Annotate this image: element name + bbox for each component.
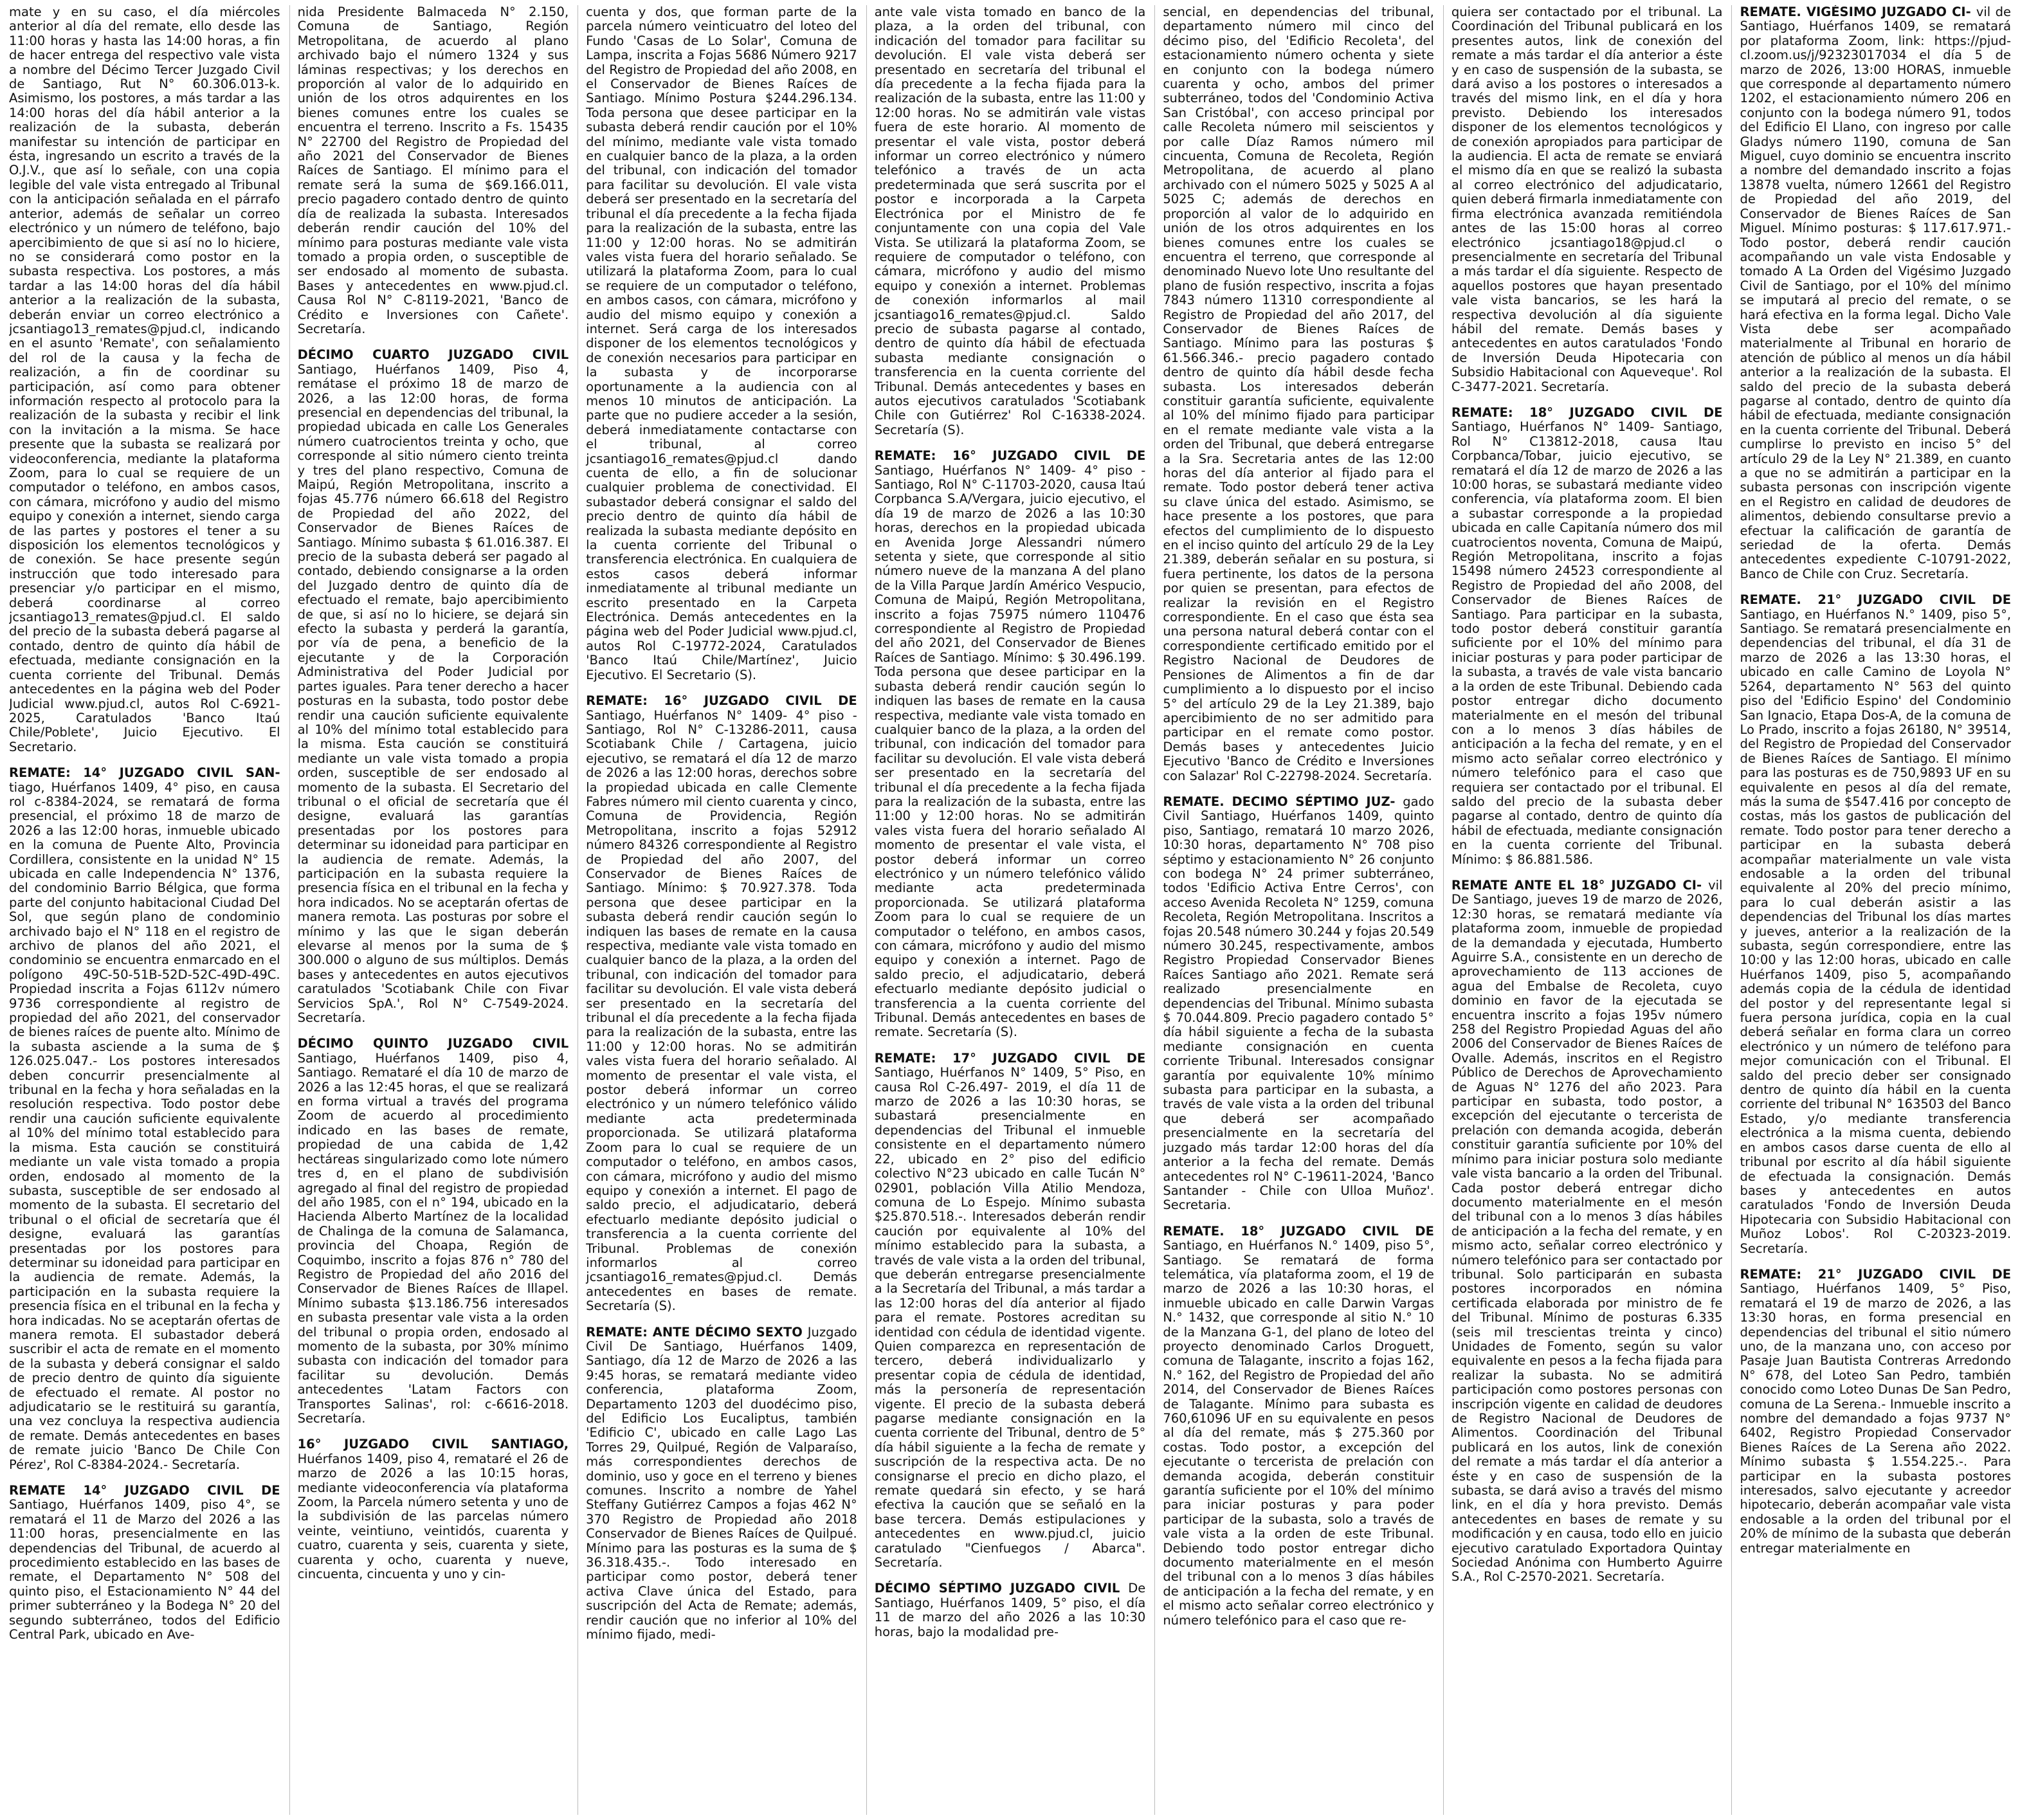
notice-body: Santiago, Huérfanos N° 1409, 5° Piso, en causa Rol C-26.497- 2019, el día 11 de marzo de 2026 a las 10:30 horas, se subastará presencialmente en dependencias del Tribunal el inmueble consistente en el departamento número 22, ubicado en 2° piso del edificio colectivo N°23 ubicado en calle Tucán N° 02901, población Villa Atilio Mendoza, comuna de Lo Espejo. Mínimo subasta $25.870.518.-. Interesados deberán rendir caución por equivalente al 10% del mínimo establecido para la subasta, a través de vale vista a la orden del tribunal, que deberán entregarse presencialmente a la Secretaría del Tribunal, a más tardar a las 12:00 horas del día anterior al fijado para el remate. Postores acreditan su identidad con cédula de identidad vigente. Quien comparezca en representación de tercero, deberá individualizarlo y presentar copia de cédula de identidad, más la personería de representación vigente. El precio de la subasta deberá pagarse mediante consignación en la cuenta corriente del Tribunal, dentro de 5° día hábil siguiente a la fecha de remate y suscripción de la respectiva acta. De no consignarse el precio en dicho plazo, el remate quedará sin efecto, y se hará efectiva la caución que se señaló en la base tercera. Demás estipulaciones y antecedentes en www.pjud.cl, juicio caratulado "Cienfuegos / Abarca". Secretaría.	[874, 1065, 1146, 1570]
notice-heading: REMATE: 16° JUZGADO CIVIL DE	[874, 448, 1146, 464]
notice-heading: REMATE: ANTE DÉCIMO SEXTO	[586, 1324, 808, 1340]
legal-notice	[298, 1437, 569, 1581]
notice-body: mate y en su caso, el día miércoles anterior al día del remate, ello desde las 11:00 horas y hasta las 14:00 horas, a fin de hacer entrega del respectivo vale vista a nombre del Décimo Tercer Juzgado Civil de Santiago, Rut N° 60.306.013-k. Asimismo, los postores, a más tardar a las 14:00 horas del día hábil anterior a la realización de la subasta, deberán manifestar su intención de participar en ésta, ingresando un escrito a través de la O.J.V., que así lo señale, con una copia legible del vale vista entregado al Tribunal con la anticipación señalada en el párrafo anterior, además de señalar un correo electrónico y un número de teléfono, bajo apercibimiento de que si así no lo hiciere, no se considerará como postor en la subasta respectiva. Los postores, a más tardar a las 14:00 horas del día hábil anterior a la realización de la subasta, deberán enviar un correo electrónico a jcsantiago13_remates@pjud.cl, indicando en el asunto 'Remate', con señalamiento del rol de la causa y la fecha de realización, a fin de coordinar su participación, así como para obtener información respecto al protocolo para la realización de la subasta y recibir el link con la invitación a la misma. Se hace presente que la subasta se realizará por videoconferencia, mediante la plataforma Zoom, para lo cual se requiere de un computador o teléfono, en ambos casos, con cámara, micrófono y audio del mismo equipo y conexión a internet, siendo carga de las partes y postores el tener a su disposición los elementos tecnológicos y de conexión. Se hace presente según instrucción que todo interesado para presenciar y/o participar en el mismo, deberá coordinarse al correo jcsantiago13_remates@pjud.cl. El saldo del precio de la subasta deberá pagarse al contado, dentro de quinto día hábil de efectuada, mediante consignación en la cuenta corriente del Tribunal. Demás antecedentes en la página web del Poder Judicial www.pjud.cl, autos Rol C-6921-2025, Caratulados 'Banco Itaú Chile/Poblete', Juicio Ejecutivo. El Secretario.	[9, 5, 280, 754]
legal-notice	[875, 1581, 1146, 1639]
notice-body: Santiago, Huérfanos N° 1409- Santiago, Rol N° C13812-2018, causa Itau Corpbanca/Tobar, juicio ejecutivo, se rematará el día 12 de marzo de 2026 a las 10:00 horas, se subastará mediante video conferencia, vía plataforma zoom. El bien a subastar corresponde a la propiedad ubicada en calle Capitanía número dos mil cuatrocientos noventa, Comuna de Maipú, Región Metropolitana, inscrito a fojas 15498 número 24523 correspondiente al Registro de Propiedad del año 2008, del Conservador de Bienes Raíces de Santiago. Para participar en la subasta, todo postor deberá constituir garantía suficiente por el 10% del mínimo para iniciar posturas y para poder participar de la subasta, a través de vale vista bancario a la orden de este Tribunal. Debiendo cada postor entregar dicho documento materialmente en el mesón del tribunal con a lo menos 3 días hábiles de anticipación a la fecha del remate, y en el mismo acto señalar correo electrónico y número telefónico para el caso que requiera ser contactado por el tribunal. El saldo del precio de la subasta deber pagarse al contado, dentro de quinto día hábil de efectuada, mediante consignación en la cuenta corriente del Tribunal. Mínimo: $ 86.881.586.	[1451, 419, 1723, 867]
legal-notice	[1163, 5, 1434, 783]
legal-notice	[1451, 406, 1723, 867]
notice-body: Santiago, Huérfanos 1409, piso 4°, se rematará el 11 de Marzo del 2026 a las 11:00 horas, presencialmente en las dependencias del Tribunal, de acuerdo al procedimiento establecido en las bases de remate, el Departamento N° 508 del quinto piso, el Estacionamiento N° 44 del primer subterráneo y la Bodega N° 20 del segundo subterráneo, todos del Edificio Central Park, ubicado en Ave-	[9, 1497, 280, 1643]
notice-body: Santiago, Huérfanos 1409, 5° Piso, rematará el 19 de marzo de 2026, a las 13:30 horas, en forma presencial en dependencias del tribunal el sitio número uno, de la manzana uno, con acceso por Pasaje Juan Bautista Contreras Arredondo N° 678, del Loteo San Pedro, también conocido como Loteo Dunas De San Pedro, comuna de La Serena.- Inmueble inscrito a nombre del demandado a fojas 9737 N° 6402, Registro Propiedad Conservador Bienes Raíces de La Serena año 2022. Mínimo subasta $ 1.554.225.-. Para participar en la subasta postores interesados, salvo ejecutante y acreedor hipotecario, deberán acompañar vale vista endosable a la orden del tribunal por el 20% de mínimo de la subasta que deberán entregar materialmente en	[1740, 1281, 2012, 1556]
legal-notice	[1740, 5, 2011, 581]
legal-notice	[1163, 1224, 1434, 1628]
notice-heading: REMATE: 18° JUZGADO CIVIL DE	[1451, 405, 1723, 420]
notice-body: tiago, Huérfanos 1409, 4° piso, en causa rol c-8384-2024, se rematará de forma presencial, el próximo 18 de marzo de 2026 a las 12:00 horas, inmueble ubicado en la comuna de Puente Alto, Provincia Cordillera, consistente en la unidad N° 15 ubicada en calle Independencia N° 1376, del condominio Barrio Bélgica, que forma parte del conjunto habitacional Ciudad Del Sol, que según plano de condominio archivado bajo el N° 118 en el registro de archivo de planos del año 2021, el condominio se encuentra enmarcado en el polígono 49C-50-51B-52D-52C-49D-49C. Propiedad inscrita a Fojas 6112v número 9736 correspondiente al registro de propiedad del año 2021, del conservador de bienes raíces de puente alto. Mínimo de la subasta asciende a la suma de $ 126.025.047.- Los postores interesados deben concurrir presencialmente al tribunal en la fecha y hora señaladas en la resolución respectiva. Todo postor debe rendir una caución suficiente equivalente al 10% del mínimo total establecido para la misma. Esta caución se constituirá mediante un vale vista tomado a propia orden, endosado al momento de la subasta, susceptible de ser endosado al momento de la subasta. El secretario del tribunal o el oficial de secretaría que él designe, evaluará las garantías presentadas por los postores para determinar su idoneidad para participar en la audiencia de remate. Además, la participación en la subasta requiere la presencia física en el tribunal en la fecha y hora indicadas. No se aceptarán ofertas de manera remota. El subastador deberá suscribir el acta de remate en el momento de la subasta y deberá consignar el saldo de precio dentro de quinto día siguiente de efectuado el remate. Al postor no adjudicatario se le restituirá su garantía, una vez concluya la respectiva audiencia de remate. Demás antecedentes en bases de remate juicio 'Banco De Chile Con Pérez', Rol C-8384-2024.- Secretaría.	[9, 779, 280, 1472]
notice-body: Santiago, Huérfanos N° 1409- 4° piso - Santiago, Rol N° C-11703-2020, causa Itaú Corpbanca S.A/Vergara, juicio ejecutivo, el día 19 de marzo de 2026 a las 10:30 horas, derechos en la propiedad ubicada en Avenida Jorge Alessandri número setenta y siete, que corresponde al sitio número nueve de la manzana A del plano de la Villa Parque Jardín Américo Vespucio, Comuna de Maipú, Región Metropolitana, inscrito a fojas 75975 número 110476 correspondiente al Registro de Propiedad del año 2021, del Conservador de Bienes Raíces de Santiago. Mínimo: $ 30.496.199. Toda persona que desee participar en la subasta deberá rendir caución según lo indiquen las bases de remate en la causa respectiva, mediante vale vista tomado en cualquier banco de la plaza, a la orden del tribunal, con indicación del tomador para facilitar su devolución. El vale vista deberá ser presentado en la secretaría del tribunal el día precedente a la fecha fijada para la realización de la subasta, entre las 11:00 y 12:00 horas. No se admitirán vales vista fuera del horario señalado Al momento de presentar el vale vista, el postor deberá informar un correo electrónico y un número telefónico válido mediante acta predeterminada proporcionada. Se utilizará plataforma Zoom para lo cual se requiere de un computador o teléfono, en ambos casos, con cámara, micrófono y audio del mismo equipo y conexión a internet. Pago de saldo precio, el adjudicatario, deberá efectuarlo mediante depósito judicial o transferencia a la cuenta corriente del Tribunal. Demás antecedentes en bases de remate. Secretaría (S).	[874, 462, 1146, 1040]
legal-notice	[1740, 1268, 2011, 1556]
column-4	[866, 5, 1146, 1815]
legal-notice	[875, 449, 1146, 1040]
legal-notice	[586, 5, 857, 682]
notice-heading: DÉCIMO QUINTO JUZGADO CIVIL	[297, 1036, 569, 1051]
legal-notice	[298, 1037, 569, 1426]
column-1	[9, 5, 280, 1815]
notice-body: Santiago, Huérfanos N° 1409- 4° piso - Santiago, Rol N° C-13286-2011, causa Scotiabank Chile / Cartagena, juicio ejecutivo, se rematará el día 12 de marzo de 2026 a las 12:00 horas, derechos sobre la propiedad ubicada en calle Clemente Fabres número mil ciento cuarenta y cinco, Comuna de Providencia, Región Metropolitana, inscrito a fojas 52912 número 84326 correspondiente al Registro de Propiedad del año 2007, del Conservador de Bienes Raíces de Santiago. Mínimo: $ 70.927.378. Toda persona que desee participar en la subasta deberá rendir caución según lo indiquen las bases de remate en la causa respectiva, mediante vale vista tomado en cualquier banco de la plaza, a la orden del tribunal, con indicación del tomador para facilitar su devolución. El vale vista deberá ser presentado en la secretaría del tribunal el día precedente a la fecha fijada para la realización de la subasta, entre las 11:00 y 12:00 horas. No se admitirán vales vista fuera del horario señalado. Al momento de presentar el vale vista, el postor deberá informar un correo electrónico y un número telefónico válido mediante acta predeterminada proporcionada. Se utilizará plataforma Zoom para lo cual se requiere de un computador o teléfono, en ambos casos, con cámara, micrófono y audio del mismo equipo y conexión a internet. El pago de saldo precio, el adjudicatario, deberá efectuarlo mediante depósito judicial o transferencia a la cuenta corriente del Tribunal. Problemas de conexión informarlos al correo jcsantiago16_remates@pjud.cl. Demás antecedentes en bases de remate. Secretaría (S).	[586, 707, 857, 1314]
legal-notice	[586, 1325, 857, 1643]
notice-body: Juzgado Civil De Santiago, Huérfanos 1409, Santiago, día 12 de Marzo de 2026 a las 9:45 horas, se rematará mediante video conferencia, plataforma Zoom, Departamento 1203 del duodécimo piso, del Edificio Los Eucaliptus, también 'Edificio C', ubicado en calle Lago Las Torres 29, Quilpué, Región de Valparaíso, más correspondientes derechos de dominio, uso y goce en el terreno y bienes comunes. Inscrito a nombre de Yahel Steffany Gutiérrez Campos a fojas 462 N° 370 Registro de Propiedad año 2018 Conservador de Bienes Raíces de Quilpué. Mínimo para las posturas es la suma de $ 36.318.435.-. Todo interesado en participar como postor, deberá tener activa Clave única del Estado, para suscripción del Acta de Remate; además, rendir caución que no inferior al 10% del mínimo fijado, medi-	[586, 1324, 857, 1643]
notice-body: Huérfanos 1409, piso 4, remataré el 26 de marzo de 2026 a las 10:15 horas, mediante videoconferencia vía plataforma Zoom, la Parcela número setenta y uno de la subdivisión de las parcelas número veinte, veintiuno, veintidós, cuarenta y cuatro, cuarenta y seis, cuarenta y siete, cuarenta y ocho, cuarenta y nueve, cincuenta, cincuenta y uno y cin-	[297, 1451, 569, 1582]
column-6	[1443, 5, 1723, 1815]
notice-body: nida Presidente Balmaceda N° 2.150, Comuna de Santiago, Región Metropolitana, de acuerdo al plano archivado bajo el número 1324 y sus láminas respectivas; y los derechos en proporción al valor de lo adquirido en unión de los otros adquirentes en los bienes comunes entre los cuales se encuentra el terreno. Inscrito a Fs. 15435 N° 22700 del Registro de Propiedad del año 2021 del Conservador de Bienes Raíces de Santiago. El mínimo para el remate será la suma de $69.166.011, precio pagadero contado dentro de quinto día de realizada la subasta. Interesados deberán rendir caución del 10% del mínimo para posturas mediante vale vista tomado a propia orden, o susceptible de ser endosado al momento de subasta. Bases y antecedentes en www.pjud.cl. Causa Rol N° C-8119-2021, 'Banco de Crédito e Inversiones con Cañete'. Secretaría.	[297, 5, 569, 336]
notice-heading: REMATE ANTE EL 18° JUZGADO CI-	[1451, 877, 1709, 893]
legal-notice	[1740, 593, 2011, 1256]
notice-heading: REMATE. 18° JUZGADO CIVIL DE	[1163, 1223, 1434, 1239]
notice-body: Santiago, en Huérfanos N.° 1409, piso 5°, Santiago. Se rematará de forma telemática, vía plataforma zoom, el 19 de marzo de 2026 a las 10:30 horas, el inmueble ubicado en calle Darwin Vargas N.° 1432, que corresponde al sitio N.° 10 de la Manzana G-1, del plano de loteo del proyecto denominado Carlos Droguett, comuna de Talagante, inscrito a fojas 162, N.° 162, del Registro de Propiedad del año 2014, del Conservador de Bienes Raíces de Talagante. Mínimo para subasta es 760,61096 UF en su equivalente en pesos al día del remate, más $ 275.360 por costas. Todo postor, a excepción del ejecutante o tercerista de prelación con demanda acogida, deberán constituir garantía suficiente por el 10% del mínimo para iniciar posturas y para poder participar de la subasta, solo a través de vale vista a la orden de este Tribunal. Debiendo todo postor entregar dicho documento materialmente en el mesón del tribunal con a lo menos 3 días hábiles de anticipación a la fecha del remate, y en el mismo acto señalar correo electrónico y número telefónico para el caso que re-	[1163, 1238, 1434, 1628]
notice-body: De Santiago, Huérfanos 1409, 5° piso, el día 11 de marzo del año 2026 a las 10:30 horas, bajo la modalidad pre-	[874, 1581, 1146, 1639]
column-5	[1154, 5, 1434, 1815]
notice-heading: REMATE: 21° JUZGADO CIVIL DE	[1740, 1266, 2012, 1282]
legal-notice	[9, 766, 280, 1472]
notice-heading: REMATE. 21° JUZGADO CIVIL DE	[1740, 592, 2012, 608]
notice-body: Santiago, en Huérfanos N.° 1409, piso 5°, Santiago. Se rematará presencialmente en dependencias del tribunal, el día 31 de marzo de 2026 a las 13:30 horas, el ubicado en calle Camino de Loyola N° 5264, departamento N° 563 del quinto piso del 'Edificio Espino' del Condominio San Ignacio, Etapa Dos-A, de la comuna de Lo Prado, inscrito a fojas 26180, N° 39514, del Registro de Propiedad del Conservador de Bienes Raíces de Santiago. El mínimo para las posturas es de 750,9893 UF en su equivalente en pesos al día del remate, más la suma de $547.416 por concepto de costas, más los gastos de publicación del remate. Todo postor para tener derecho a participar en la subasta deberá acompañar materialmente un vale vista endosable a la orden del tribunal equivalente al 20% del precio mínimo, para lo cual deberán asistir a las dependencias del Tribunal los días martes y jueves, anterior a la realización de la subasta, según correspondiere, entre las 10:00 y las 12:00 horas, ubicado en calle Huérfanos 1409, piso 5, acompañando además copia de la cédula de identidad del postor y del representante legal si fuera persona jurídica, copia en la cual deberá señalar en forma clara un correo electrónico y un número de teléfono para mejor comunicación con el Tribunal. El saldo del precio deber ser consignado dentro de quinto día hábil en la cuenta corriente del tribunal N° 163503 del Banco Estado, y/o mediante transferencia electrónica a la misma cuenta, debiendo en ambos casos darse cuenta de ello al tribunal por escrito al día hábil siguiente de efectuada la consignación. Demás bases y antecedentes en autos caratulados 'Fondo de Inversión Deuda Hipotecaria con Subsidio Habitacional con Muñoz Lobos'. Rol C-20323-2019. Secretaría.	[1740, 606, 2012, 1256]
notice-heading: REMATE: 14° JUZGADO CIVIL SAN-	[9, 765, 280, 781]
legal-notice	[9, 1484, 280, 1642]
notice-body: quiera ser contactado por el tribunal. La Coordinación del Tribunal publicará en los presentes autos, link de conexión del remate a más tardar el día anterior a éste y en caso de suspensión de la subasta, se dará aviso a los postores o interesados a través del mismo link, en el día y hora previsto. Debiendo los interesados disponer de los elementos tecnológicos y de conexión apropiados para participar de la audiencia. El acta de remate se enviará el mismo día en que se realizó la subasta al correo electrónico del adjudicatario, quien deberá firmarla inmediatamente con firma electrónica avanzada remitiéndola antes de las 15:00 horas al correo electrónico jcsantiago18@pjud.cl o presencialmente en secretaría del Tribunal a más tardar el día siguiente. Respecto de aquellos postores que hayan presentado vale vista bancarios, se les hará la respectiva devolución al día siguiente hábil del remate. Demás bases y antecedentes en autos caratulados 'Fondo de Inversión Deuda Hipotecaria con Subsidio Habitacional con Aqueveque'. Rol C-3477-2021. Secretaría.	[1451, 5, 1723, 394]
column-3	[578, 5, 857, 1815]
legal-notice	[1451, 878, 1723, 1585]
notice-body: Santiago, Huérfanos 1409, Piso 4, remátase el próximo 18 de marzo de 2026, a las 12:00 horas, de forma presencial en dependencias del tribunal, la propiedad ubicada en calle Los Generales número cuatrocientos treinta y ocho, que corresponde al sitio número ciento treinta y tres del plano respectivo, Comuna de Maipú, Región Metropolitana, inscrito a fojas 45.776 número 66.618 del Registro de Propiedad del año 2022, del Conservador de Bienes Raíces de Santiago. Mínimo subasta $ 61.016.387. El precio de la subasta deberá ser pagado al contado, debiendo consignarse a la orden del Juzgado dentro de quinto día de efectuado el remate, bajo apercibimiento de que, si así no lo hiciere, se dejará sin efecto la subasta y perderá la garantía, por vía de pena, a beneficio de la ejecutante y de la Corporación Administrativa del Poder Judicial por partes iguales. Para tener derecho a hacer posturas en la subasta, todo postor debe rendir una caución suficiente equivalente al 10% del mínimo total establecido para la misma. Esta caución se constituirá mediante un vale vista tomado a propia orden, susceptible de ser endosado al momento de la subasta. El Secretario del tribunal o el oficial de secretaría que él designe, evaluará las garantías presentadas por los postores para determinar su idoneidad para participar en la audiencia de remate. Además, la participación en la subasta requiere la presencia física en el tribunal en la fecha y hora indicados. No se aceptarán ofertas de manera remota. Las posturas por sobre el mínimo y las que le sigan deberán elevarse al menos por la suma de $ 300.000 o alguno de sus múltiplos. Demás bases y antecedentes en autos ejecutivos caratulados 'Scotiabank Chile con Fivar Servicios SpA.', Rol N° C-7549-2024. Secretaría.	[297, 361, 569, 1026]
notice-body: vil de Santiago, Huérfanos 1409, se rematará por plataforma Zoom, link: https://pjud-cl.zoom.us/j/92323017034 el día 5 de marzo de 2026, 13:00 HORAS, inmueble que corresponde al departamento número 1202, el estacionamiento número 206 en conjunto con la bodega número 91, todos del Edificio El Llano, con ingreso por calle Gladys número 1190, comuna de San Miguel, cuyo dominio se encuentra inscrito a nombre del demandado inscrito a fojas 13878 vuelta, número 12661 del Registro de Propiedad del año 2019, del Conservador de Bienes Raíces de San Miguel. Mínimo posturas: $ 117.617.971.- Todo postor, deberá rendir caución acompañando un vale vista Endosable y tomado A La Orden del Vigésimo Juzgado Civil de Santiago, por el 10% del mínimo se imputará al precio del remate, o se hará efectiva en la forma legal. Dicho Vale Vista debe ser acompañado materialmente al Tribunal en horario de atención de público al menos un día hábil anterior a la realización de la subasta. El saldo del precio de la subasta deberá pagarse al contado, dentro de quinto día hábil de efectuada, mediante consignación en la cuenta corriente del Tribunal. Deberá cumplirse lo previsto en inciso 5° del artículo 29 de la Ley N° 21.389, en cuanto a que no se admitirán a participar en la subasta personas con inscripción vigente en el Registro en calidad de deudores de alimentos, debiendo consultarse previo a efectuar la calificación de garantía de seriedad de la oferta. Demás antecedentes expediente C-10791-2022, Banco de Chile con Cruz. Secretaría.	[1740, 5, 2012, 581]
notice-body: gado Civil Santiago, Huérfanos 1409, quinto piso, Santiago, rematará 10 marzo 2026, 10:30 horas, departamento N° 708 piso séptimo y estacionamiento N° 26 conjunto con bodega N° 24 primer subterráneo, todos 'Edificio Activa Entre Cerros', con acceso Avenida Recoleta N° 1259, comuna Recoleta, Región Metropolitana. Inscritos a fojas 20.548 número 30.244 y fojas 20.549 número 30.245, respectivamente, ambos Registro Propiedad Conservador Bienes Raíces Santiago año 2021. Remate será realizado presencialmente en dependencias del Tribunal. Mínimo subasta $ 70.044.809. Precio pagadero contado 5° día hábil siguiente a fecha de la subasta mediante consignación en cuenta corriente Tribunal. Interesados consignar garantía por equivalente 10% mínimo subasta para participar en la subasta, a través de vale vista a la orden del tribunal que deberá ser acompañado presencialmente en la secretaría del juzgado más tardar 12:00 horas del día anterior a la fecha del remate. Demás antecedentes rol N° C-19611-2024, 'Banco Santander - Chile con Ulloa Muñoz'. Secretaria.	[1163, 794, 1434, 1213]
notice-body: sencial, en dependencias del tribunal, departamento número mil cinco del décimo piso, del 'Edificio Recoleta', del estacionamiento número ochenta y siete en conjunto con la bodega número cuarenta y ocho, ambos del primer subterráneo, todos del 'Condominio Activa San Cristóbal', con acceso principal por calle Recoleta número mil seiscientos y por calle Díaz Ramos número mil cincuenta, Comuna de Recoleta, Región Metropolitana, de acuerdo al plano archivado con el número 5025 y 5025 A al 5025 C; además de derechos en proporción al valor de lo adquirido en unión de los otros adquirentes en los bienes comunes entre los cuales se encuentra el terreno, que corresponde al denominado Nuevo lote Uno resultante del plano de fusión respectivo, inscrita a fojas 7843 número 11310 correspondiente al Registro de Propiedad del año 2017, del Conservador de Bienes Raíces de Santiago. Mínimo para las posturas $ 61.566.346.- precio pagadero contado dentro de quinto día hábil desde fecha subasta. Los interesados deberán constituir garantía suficiente, equivalente al 10% del mínimo fijado para participar en el remate mediante vale vista a la orden del Tribunal, que deberá entregarse a la Sra. Secretaria antes de las 12:00 horas del día anterior al fijado para el remate. Todo postor deberá tener activa su clave única del estado. Asimismo, se hace presente a los postores, que para efectos del cumplimiento de lo dispuesto en el inciso quinto del artículo 29 de la Ley 21.389, deberán señalar en su postura, si fuera pertinente, los datos de la persona por quien se presentan, para efectos de realizar la revisión en el Registro correspondiente. En el caso que ésta sea una persona natural deberá contar con el correspondiente certificado emitido por el Registro Nacional de Deudores de Pensiones de Alimentos a fin de dar cumplimiento a lo dispuesto por el inciso 5° del artículo 29 de la Ley 21.389, bajo apercibimiento de no ser admitido para participar en el remate como postor. Demás bases y antecedentes Juicio Ejecutivo 'Banco de Crédito e Inversiones con Salazar' Rol C-22798-2024. Secretaría.	[1163, 5, 1434, 783]
notice-heading: REMATE: 17° JUZGADO CIVIL DE	[874, 1050, 1146, 1066]
notice-heading: DÉCIMO SÉPTIMO JUZGADO CIVIL	[874, 1581, 1129, 1596]
notice-heading: REMATE. DECIMO SÉPTIMO JUZ-	[1163, 794, 1403, 809]
column-2	[289, 5, 569, 1815]
notice-heading: REMATE: 16° JUZGADO CIVIL DE	[586, 693, 857, 709]
notice-body: ante vale vista tomado en banco de la plaza, a la orden del tribunal, con indicación del tomador para facilitar su devolución. El vale vista deberá ser presentado en secretaría del tribunal el día precedente a la fecha fijada para la realización de la subasta, entre las 11:00 y 12:00 horas. No se admitirán vale vistas fuera de este horario. Al momento de presentar el vale vista, postor deberá informar un correo electrónico y número telefónico a través de un acta predeterminada que será suscrita por el postor e incorporada a la Carpeta Electrónica por el Ministro de fe conjuntamente con una copia del Vale Vista. Se utilizará la plataforma Zoom, se requiere de computador o teléfono, con cámara, micrófono y audio del mismo equipo y conexión a internet. Problemas de conexión informarlos al mail jcsantiago16_remates@pjud.cl. Saldo precio de subasta pagarse al contado, dentro de quinto día hábil de efectuada subasta mediante consignación o transferencia en la cuenta corriente del Tribunal. Demás antecedentes y bases en autos ejecutivos caratulados 'Scotiabank Chile con Gutiérrez' Rol C-16338-2024. Secretaría (S).	[874, 5, 1146, 437]
notice-body: Santiago, Huérfanos 1409, piso 4, Santiago. Remataré el día 10 de marzo de 2026 a las 12:45 horas, el que se realizará en forma virtual a través del programa Zoom de acuerdo al procedimiento indicado en las bases de remate, propiedad de una cabida de 1,42 hectáreas singularizado como lote número tres d, en el plano de subdivisión agregado al final del registro de propiedad del año 1985, con el n° 194, ubicado en la Hacienda Alberto Martínez de la localidad de Chalinga de la comuna de Salamanca, provincia del Choapa, Región de Coquimbo, inscrito a fojas 876 n° 780 del Registro de Propiedad del año 2016 del Conservador de Bienes Raíces de Illapel. Mínimo subasta $13.186.756 interesados en subasta presentar vale vista a la orden del tribunal o propia orden, endosado al momento de la subasta, por 30% mínimo subasta con indicación del tomador para facilitar su devolución. Demás antecedentes 'Latam Factors con Transportes Salinas', rol: c-6616-2018. Secretaría.	[297, 1050, 569, 1426]
legal-notice	[875, 1051, 1146, 1570]
legal-notice	[298, 348, 569, 1025]
notice-heading: DÉCIMO CUARTO JUZGADO CIVIL	[297, 347, 569, 363]
notice-body: cuenta y dos, que forman parte de la parcela número veinticuatro del loteo del Fundo 'Casas de Lo Solar', Comuna de Lampa, inscrita a Fojas 5686 Número 9217 del Registro de Propiedad del año 2008, en el Conservador de Bienes Raíces de Santiago. Mínimo Postura $244.296.134. Toda persona que desee participar en la subasta deberá rendir caución por el 10% del mínimo, mediante vale vista tomado en cualquier banco de la plaza, a la orden del tribunal, con indicación del tomador para facilitar su devolución. El vale vista deberá ser presentado en la secretaría del tribunal el día precedente a la fecha fijada para la realización de la subasta, entre las 11:00 y 12:00 horas. No se admitirán vales vista fuera del horario señalado. Se utilizará la plataforma Zoom, para lo cual se requiere de un computador o teléfono, en ambos casos, con cámara, micrófono y audio del mismo equipo y conexión a internet. Será carga de los interesados disponer de los elementos tecnológicos y de conexión necesarios para participar en la subasta y de incorporarse oportunamente a la audiencia con al menos 10 minutos de anticipación. La parte que no pudiere acceder a la sesión, deberá inmediatamente contactarse con el tribunal, al correo jcsantiago16_remates@pjud.cl dando cuenta de ello, a fin de solucionar cualquier problema de conectividad. El subastador deberá consignar el saldo del precio dentro de quinto día hábil de realizada la subasta mediante depósito en la cuenta corriente del Tribunal o transferencia electrónica. En cualquiera de estos casos deberá informar inmediatamente al tribunal mediante un escrito presentado en la Carpeta Electrónica. Demás antecedentes en la página web del Poder Judicial www.pjud.cl, autos Rol C-19772-2024, Caratulados 'Banco Itaú Chile/Martínez', Juicio Ejecutivo. El Secretario (S).	[586, 5, 857, 682]
legal-notice	[875, 5, 1146, 437]
notice-heading: REMATE. VIGÉSIMO JUZGADO CI-	[1740, 5, 1976, 19]
legal-notice	[586, 694, 857, 1313]
notice-heading: REMATE 14° JUZGADO CIVIL DE	[9, 1483, 280, 1498]
legal-notice	[1163, 795, 1434, 1213]
legal-notice	[1451, 5, 1723, 394]
column-7	[1731, 5, 2011, 1815]
legal-notice	[9, 5, 280, 754]
notice-body: vil De Santiago, jueves 19 de marzo de 2026, 12:30 horas, se rematará mediante vía plataforma zoom, inmueble de propiedad de la demandada y ejecutada, Humberto Aguirre S.A., consistente en un derecho de aprovechamiento de 113 acciones de agua del Embalse de Recoleta, cuyo dominio en favor de la ejecutada se encuentra inscrito a fojas 195v número 258 del Registro Propiedad Aguas del año 2006 del Conservador de Bienes Raíces de Ovalle. Además, inscritos en el Registro Público de Derechos de Aprovechamiento de Aguas N° 1276 del año 2023. Para participar en subasta, todo postor, a excepción del ejecutante o tercerista de prelación con demanda acogida, deberán constituir garantía suficiente por 10% del mínimo para iniciar postura solo mediante vale vista bancario a la orden del Tribunal. Cada postor deberá entregar dicho documento materialmente en el mesón del tribunal con a lo menos 3 días hábiles de anticipación a la fecha del remate, y en mismo acto, señalar correo electrónico y número telefónico para ser contactado por tribunal. Solo participarán en subasta postores incorporados en nómina certificada elaborada por ministro de fe del Tribunal. Mínimo de posturas 6.335 (seis mil trescientas treinta y cinco) Unidades de Fomento, según su valor equivalente en pesos a la fecha fijada para realizar la subasta. No se admitirá participación como postores personas con inscripción vigente en calidad de deudores de Registro Nacional de Deudores de Alimentos. Coordinación del Tribunal publicará en los autos, link de conexión del remate a más tardar el día anterior a éste y en caso de suspensión de la subasta, se dará aviso a través del mismo link, en el día y hora previsto. Demás antecedentes en bases de remate y su modificación y en causa, todo ello en juicio ejecutivo caratulado Exportadora Quintay Sociedad Anónima con Humberto Aguirre S.A., Rol C-2570-2021. Secretaría.	[1451, 877, 1723, 1585]
legal-notice	[298, 5, 569, 336]
notice-heading: 16° JUZGADO CIVIL SANTIAGO,	[297, 1437, 569, 1452]
